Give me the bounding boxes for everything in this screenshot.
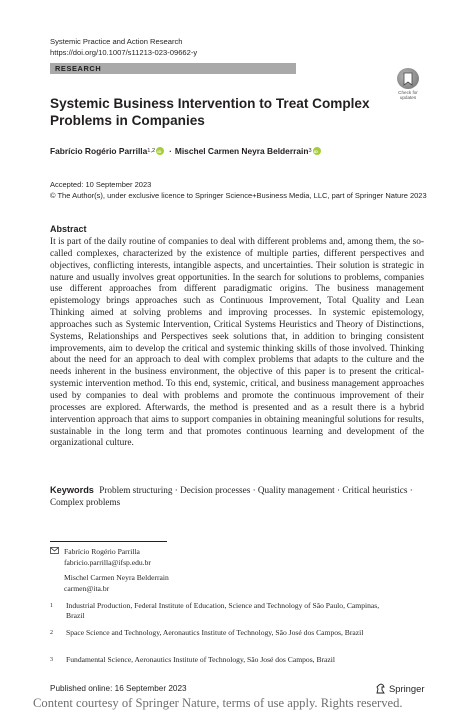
orcid-icon[interactable]: [156, 147, 164, 155]
coauthor-email[interactable]: carmen@ita.br: [64, 583, 110, 593]
affiliation-item: [50, 628, 424, 638]
keywords-label: Keywords: [50, 485, 94, 495]
journal-name: Systemic Practice and Action Research: [50, 37, 183, 46]
author-name[interactable]: Mischel Carmen Neyra Belderrain: [174, 146, 309, 156]
footnote-divider: [50, 541, 167, 542]
correspondence-block: [50, 547, 169, 594]
affiliation-item: [50, 655, 424, 665]
publisher-name: Springer: [389, 683, 425, 694]
affiliation-text: Space Science and Technology, Aeronautics Institute of Technology, São José dos Campos, Brazil: [66, 628, 364, 637]
copyright-line: © The Author(s), under exclusive licence to Springer Science+Business Media, LLC, part of Springer Nature 2023: [50, 190, 427, 200]
article-title: Systemic Business Intervention to Treat Complex Problems in Companies: [50, 96, 370, 128]
keywords-block: [50, 484, 424, 508]
orcid-icon[interactable]: [313, 147, 321, 155]
author-affil-ref: 3: [308, 148, 312, 154]
affiliation-number: 1: [50, 603, 53, 609]
author-separator: ·: [169, 146, 172, 156]
abstract-heading: Abstract: [50, 224, 87, 234]
abstract-body: It is part of the daily routine of companies to deal with different problems and, among them, the so-called complexes, characterized by the existence of multiple parties, different perspectives and objectives, conflicting interests, intangible aspects, and uncertainties. Their solution is strategic in nature and usually involves great opportunities. In the search for solutions to problems, companies use different approaches from different paradigmatic origins. The business management epistemology brings approaches such as Continuous Improvement, Total Quality and Lean Thinking aimed at solving problems and improving processes. In systemic epistemology, approaches such as Systemic Intervention, Critical Systems Heuristics and Theory of Distinctions, Systems, Relationships and Perspectives seek solutions that, in addition to bringing consistent improvements, aim to develop the critical and systemic thinking skills of those involved. Thinking about the need for an approach to deal with complex problems that adapts to the culture and the needs inherent in the business environment, the objective of this paper is to present the critical-systemic intervention method. To this end, systemic, critical, and business management approaches used by companies to deal with problems and promote the continuous improvement of their processes are explored. Afterwards, the method is presented and as a result there is a hybrid intervention approach that aims to support companies in obtaining meaningful solutions for results, sustainable in the long term and that promotes continuous learning and development of the organizational culture.: [50, 237, 424, 449]
author-list: [50, 146, 323, 156]
coauthor-name: Mischel Carmen Neyra Belderrain: [64, 573, 169, 583]
published-date: Published online: 16 September 2023: [50, 684, 187, 693]
envelope-icon: [50, 547, 64, 558]
corresponding-author-name: Fabrício Rogério Parrilla: [64, 547, 140, 556]
doi-link[interactable]: https://doi.org/10.1007/s11213-023-09662-y: [50, 48, 198, 57]
check-updates-label: Check for updates: [398, 90, 418, 100]
journal-header: [50, 36, 197, 58]
author-affil-ref: 1,2: [147, 148, 156, 154]
author-name[interactable]: Fabrício Rogério Parrilla: [50, 146, 148, 156]
affiliation-number: 2: [50, 630, 53, 636]
courtesy-watermark: Content courtesy of Springer Nature, terms of use apply. Rights reserved.: [33, 696, 403, 710]
accepted-date: Accepted: 10 September 2023: [50, 180, 152, 189]
affiliation-text: Fundamental Science, Aeronautics Institute of Technology, São José dos Campos, Brazil: [66, 655, 335, 664]
affiliation-number: 3: [50, 657, 53, 663]
keywords-list: Problem structuring · Decision processes · Quality management · Critical heuristics · Complex problems: [50, 485, 413, 507]
affiliation-item: [50, 601, 424, 622]
check-for-updates-badge[interactable]: [390, 68, 426, 100]
bookmark-icon: [397, 68, 419, 89]
springer-horse-icon: [375, 683, 386, 694]
article-dates: [50, 180, 427, 202]
corresponding-email[interactable]: fabricio.parrilla@ifsp.edu.br: [64, 557, 151, 567]
article-type-bar: RESEARCH: [50, 63, 296, 74]
publisher-logo: [375, 683, 424, 694]
affiliation-text: Industrial Production, Federal Institute of Education, Science and Technology of São Paulo, Campinas, Brazil: [66, 601, 380, 621]
